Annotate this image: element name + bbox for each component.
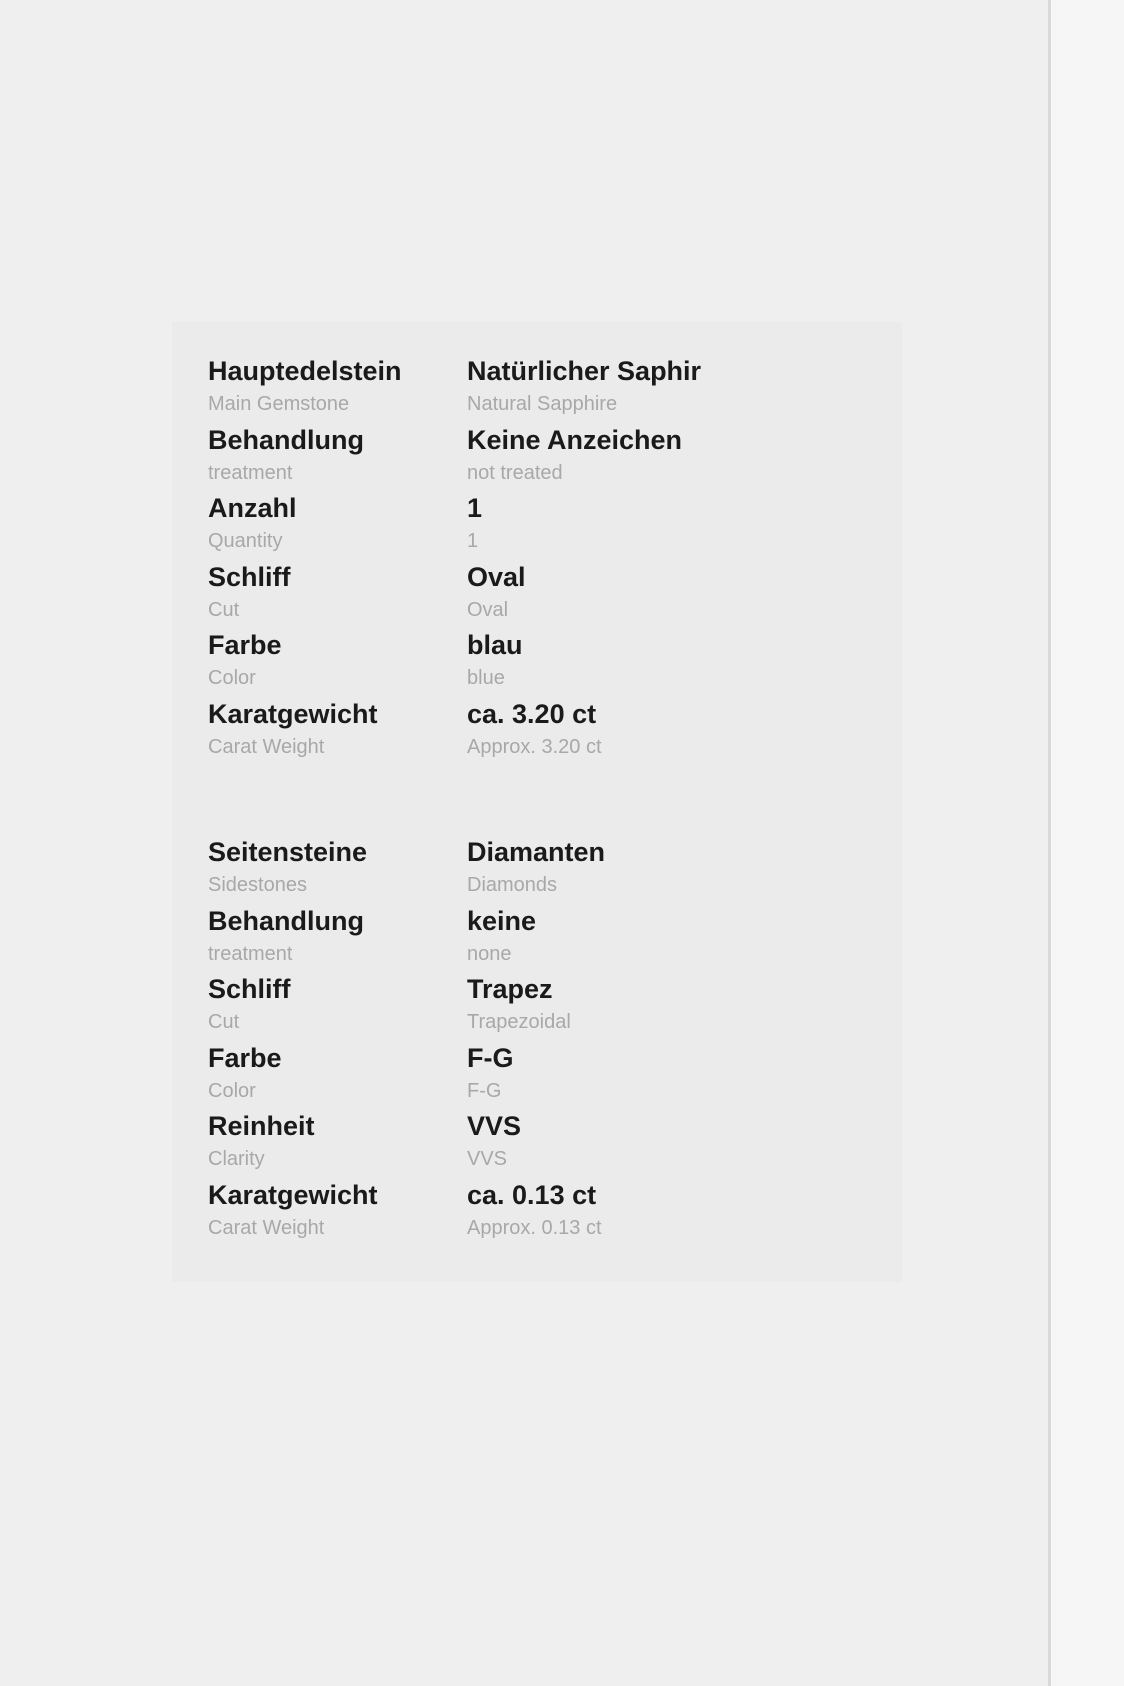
value-english: Natural Sapphire	[467, 393, 618, 415]
value-english: Diamonds	[467, 874, 558, 896]
spec-value	[467, 973, 571, 1039]
spec-label	[208, 424, 364, 490]
spec-value	[467, 698, 602, 764]
value-german: keine	[467, 905, 537, 936]
label-english: Quantity	[208, 530, 283, 552]
spec-value	[467, 836, 605, 902]
value-german: VVS	[467, 1111, 522, 1141]
value-german: Trapez	[467, 974, 553, 1004]
value-english: 1	[467, 530, 479, 552]
value-english: blue	[467, 667, 505, 689]
label-english: Clarity	[208, 1148, 265, 1170]
label-english: Carat Weight	[208, 735, 325, 758]
spec-value	[467, 355, 701, 421]
side-stones-specs	[0, 836, 1050, 1247]
value-german: blau	[467, 630, 523, 660]
label-english: Main Gemstone	[208, 393, 350, 415]
label-english: Cut	[208, 1011, 240, 1033]
spec-label	[208, 836, 367, 902]
spec-label	[208, 561, 291, 627]
spec-row-treatment	[0, 424, 1050, 493]
value-english: Approx. 3.20 ct	[467, 735, 602, 758]
spec-label	[208, 492, 297, 558]
spec-row-carat-weight	[0, 1179, 1050, 1248]
spec-row-cut	[0, 973, 1050, 1042]
label-german: Hauptedelstein	[208, 356, 402, 386]
spec-value	[467, 424, 682, 490]
label-german: Farbe	[208, 630, 282, 660]
value-english: Trapezoidal	[467, 1011, 571, 1033]
label-english: treatment	[208, 942, 293, 965]
spec-label	[208, 973, 291, 1039]
spec-value	[467, 492, 482, 558]
label-german: Anzahl	[208, 493, 297, 523]
label-english: Cut	[208, 598, 240, 621]
label-german: Schliff	[208, 974, 291, 1004]
value-german: Natürlicher Saphir	[467, 356, 702, 386]
value-english: VVS	[467, 1148, 508, 1170]
spec-label	[208, 905, 364, 971]
value-english: none	[467, 942, 512, 965]
label-english: Carat Weight	[208, 1216, 325, 1239]
value-english: not treated	[467, 461, 563, 484]
spec-value	[467, 1179, 602, 1245]
spec-row-sidestones	[0, 836, 1050, 905]
spec-row-clarity	[0, 1110, 1050, 1179]
spec-label	[208, 1179, 378, 1245]
spec-label	[208, 698, 378, 764]
background-strip	[1051, 0, 1124, 1686]
value-english: Approx. 0.13 ct	[467, 1216, 602, 1239]
label-german: Reinheit	[208, 1111, 315, 1141]
spec-value	[467, 905, 536, 971]
spec-label	[208, 1042, 282, 1108]
label-german: Seitensteine	[208, 837, 368, 867]
value-english: Oval	[467, 598, 509, 621]
value-german: Diamanten	[467, 837, 606, 867]
value-german: Keine Anzeichen	[467, 424, 683, 455]
value-german: ca. 3.20 ct	[467, 698, 597, 729]
spec-row-carat-weight	[0, 698, 1050, 767]
label-german: Behandlung	[208, 905, 364, 936]
label-english: Color	[208, 667, 256, 689]
spec-label	[208, 355, 402, 421]
spec-row-color	[0, 629, 1050, 698]
value-german: 1	[467, 493, 483, 523]
spec-row-treatment	[0, 905, 1050, 974]
spec-value	[467, 1110, 521, 1176]
spec-value	[467, 1042, 514, 1108]
spec-label	[208, 1110, 315, 1176]
label-german: Behandlung	[208, 424, 364, 455]
value-german: ca. 0.13 ct	[467, 1179, 597, 1210]
spec-label	[208, 629, 282, 695]
main-stone-specs	[0, 355, 1050, 766]
spec-row-color	[0, 1042, 1050, 1111]
value-german: F-G	[467, 1042, 514, 1073]
label-english: treatment	[208, 461, 293, 484]
label-german: Farbe	[208, 1042, 282, 1073]
label-german: Karatgewicht	[208, 1179, 378, 1210]
spec-row-cut	[0, 561, 1050, 630]
spec-row-quantity	[0, 492, 1050, 561]
label-english: Sidestones	[208, 874, 307, 896]
label-english: Color	[208, 1079, 256, 1102]
label-german: Karatgewicht	[208, 698, 378, 729]
value-german: Oval	[467, 561, 526, 592]
label-german: Schliff	[208, 561, 291, 592]
spec-row-main-gemstone	[0, 355, 1050, 424]
spec-value	[467, 629, 523, 695]
spec-value	[467, 561, 526, 627]
value-english: F-G	[467, 1079, 502, 1102]
